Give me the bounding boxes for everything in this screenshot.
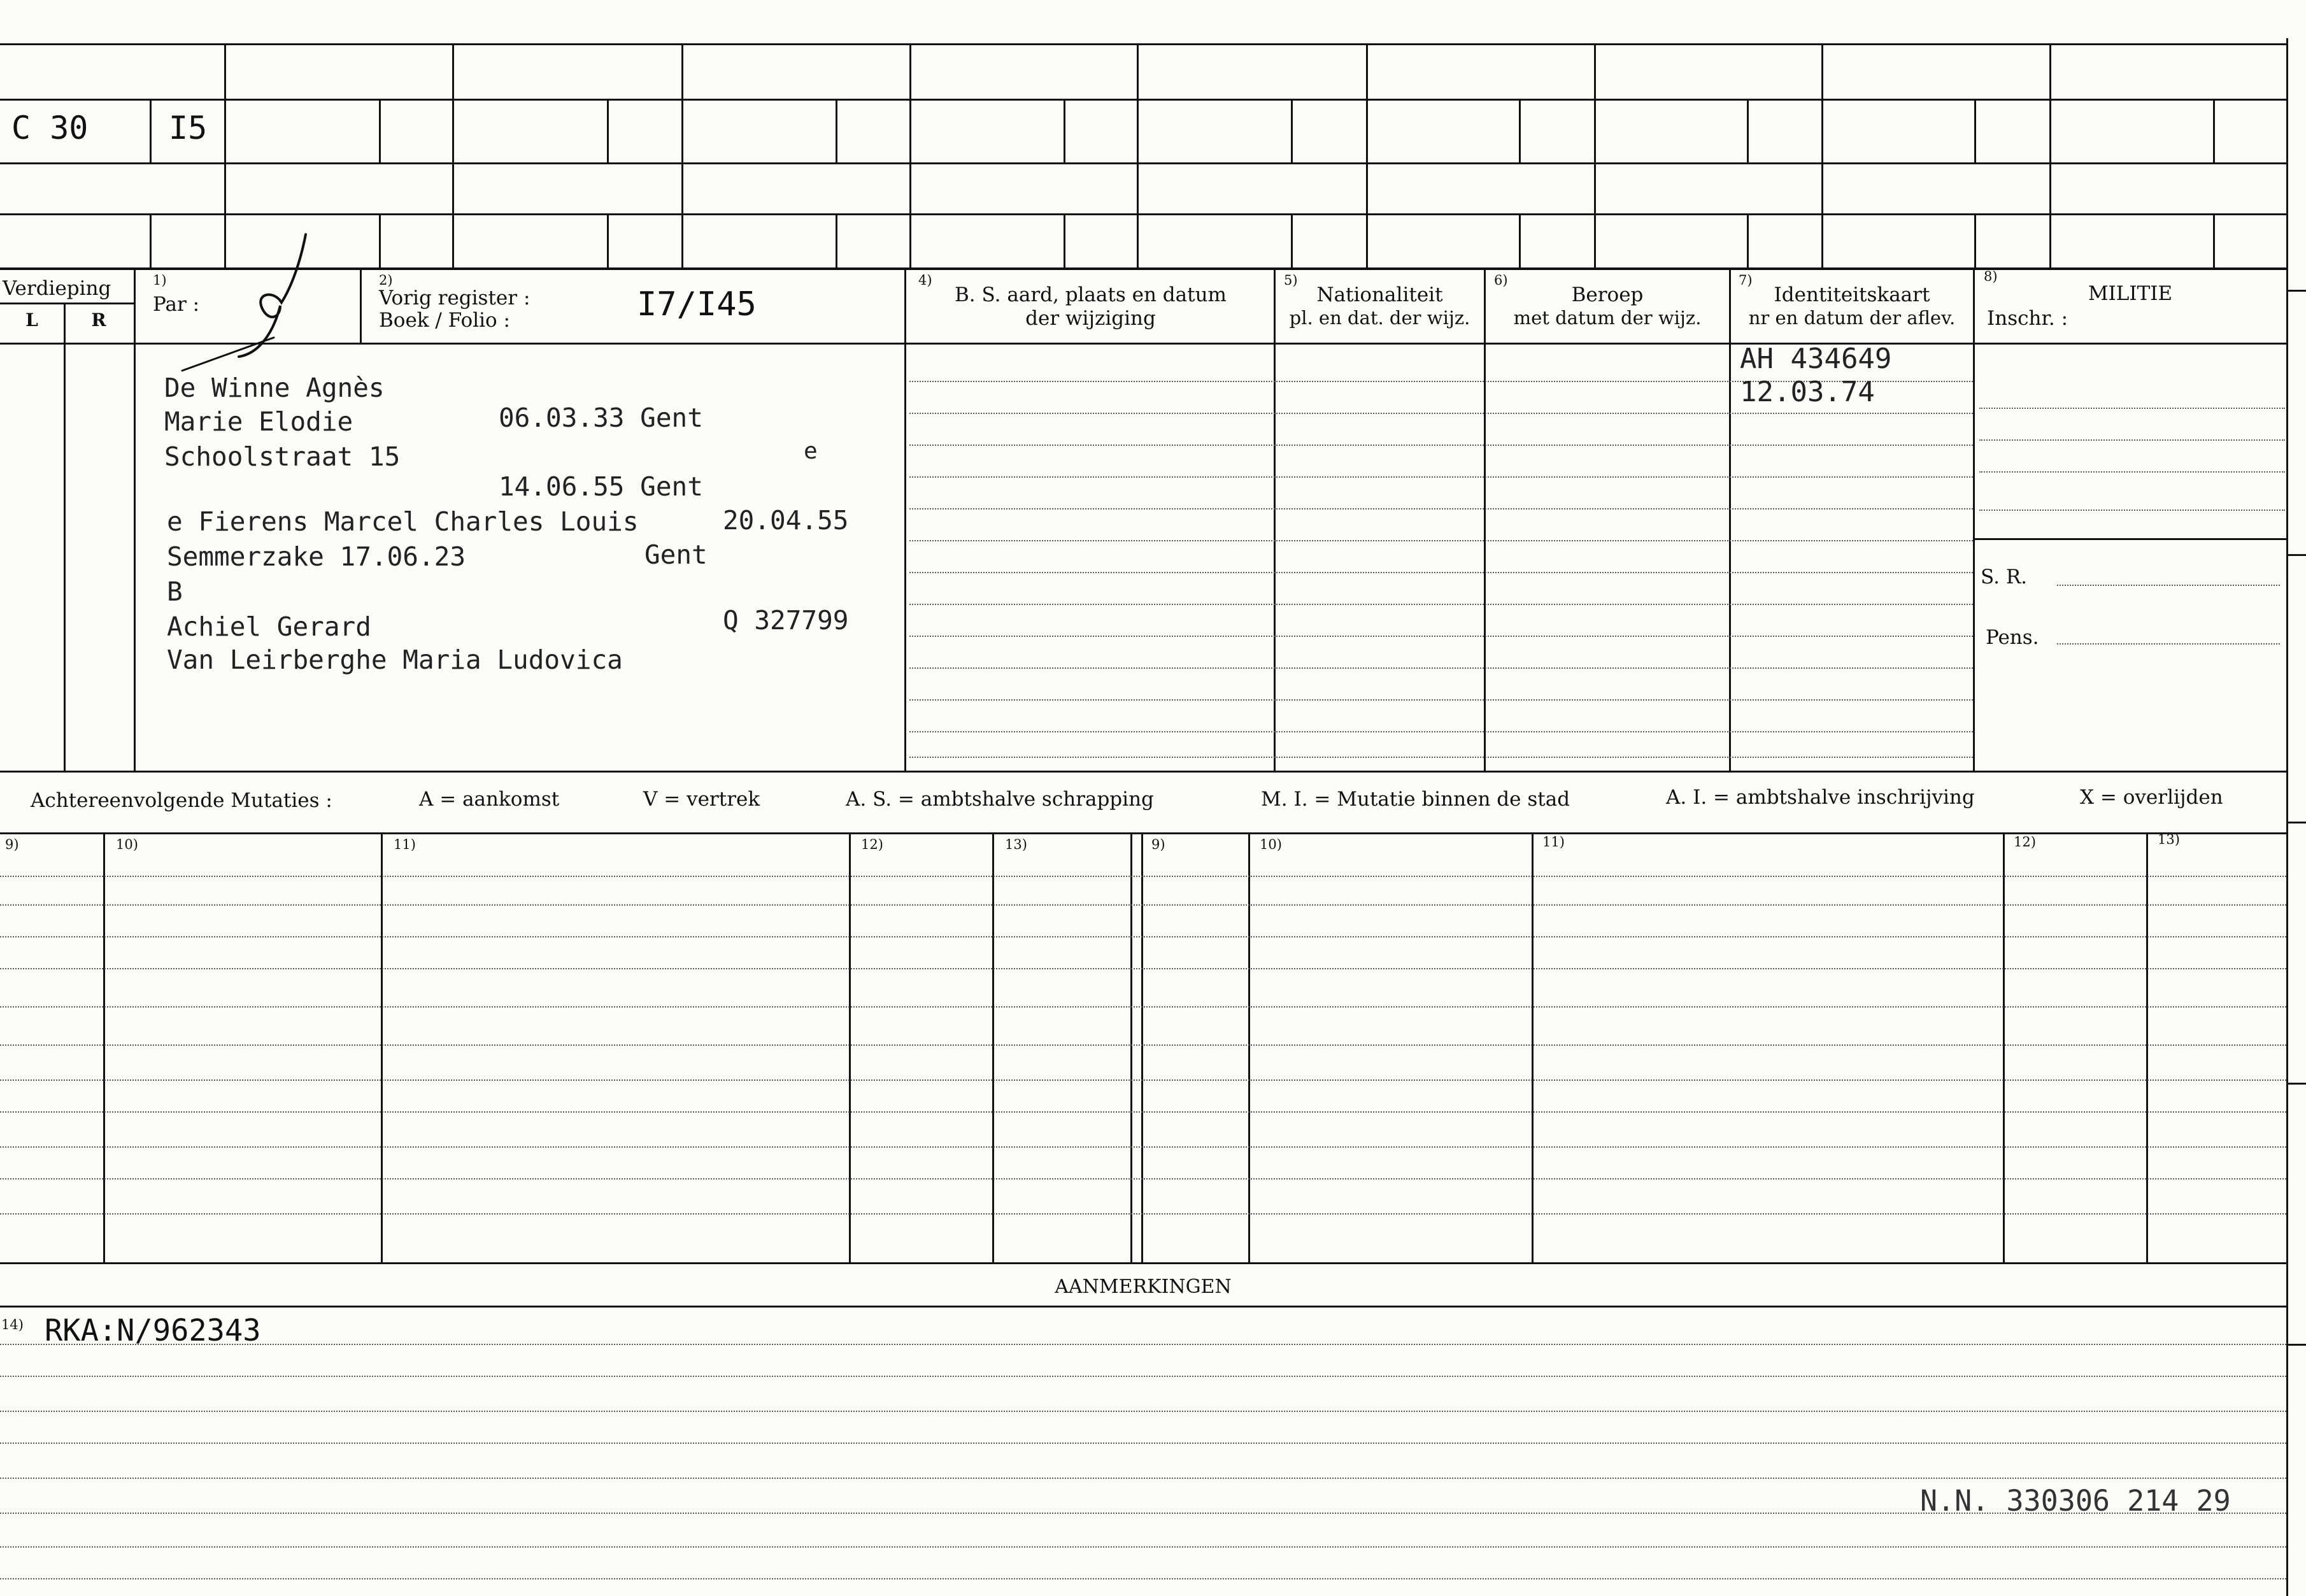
beroep-header-1: Beroep xyxy=(1571,283,1644,306)
mutation-col-divider xyxy=(1248,832,1250,1262)
pens-label: Pens. xyxy=(1986,626,2039,649)
inschr-label: Inschr. : xyxy=(1987,307,2068,330)
col-divider xyxy=(1973,267,1975,771)
dotted-line xyxy=(909,667,1973,669)
top-grid-tick xyxy=(1747,99,1749,162)
top-grid-tick xyxy=(2213,213,2215,267)
spouse-birth: Semmerzake 17.06.23 xyxy=(167,541,466,572)
top-grid-number: I5 xyxy=(169,110,208,146)
verdieping-divider xyxy=(0,303,134,304)
dotted-line xyxy=(0,1044,2286,1046)
address: Schoolstraat 15 xyxy=(164,441,401,472)
dotted-line xyxy=(1979,509,2285,511)
dotted-line xyxy=(0,968,2286,969)
identity-card-date: 12.03.74 xyxy=(1740,376,1875,408)
mutation-col-divider xyxy=(103,832,105,1262)
identity-card-number: AH 434649 xyxy=(1740,343,1892,375)
legend-inschrijving: A. I. = ambtshalve inschrijving xyxy=(1666,786,1975,809)
top-grid-tick xyxy=(379,213,381,267)
dotted-line xyxy=(1979,471,2285,473)
col-number-2: 2) xyxy=(379,273,393,288)
militie-header: MILITIE xyxy=(2088,282,2173,305)
dotted-line xyxy=(909,636,1973,637)
birth-date-place: 06.03.33 Gent xyxy=(499,403,703,433)
top-grid-tick xyxy=(607,213,609,267)
mutation-bottom-line xyxy=(0,1262,2286,1264)
legend-schrapping: A. S. = ambtshalve schrapping xyxy=(846,788,1154,811)
mut-col-10: 10) xyxy=(116,837,138,852)
dotted-line xyxy=(909,445,1973,446)
par-label: Par : xyxy=(153,293,200,316)
mut-col-12-right: 12) xyxy=(2014,834,2036,850)
legend-aankomst: A = aankomst xyxy=(419,788,560,811)
dotted-line xyxy=(0,1006,2286,1008)
col-divider xyxy=(360,267,362,344)
q-number: Q 327799 xyxy=(723,605,849,636)
legend-title: Achtereenvolgende Mutaties : xyxy=(31,789,332,812)
col-divider xyxy=(1274,267,1276,771)
bs-header-1: B. S. aard, plaats en datum xyxy=(955,283,1227,306)
identiteitskaart-header-2: nr en datum der aflev. xyxy=(1748,307,1956,329)
beroep-header-2: met datum der wijz. xyxy=(1513,307,1702,329)
top-grid-tick xyxy=(1291,99,1293,162)
col-number-5: 5) xyxy=(1284,273,1298,288)
dotted-line xyxy=(909,699,1973,701)
edge-tick xyxy=(2286,554,2306,556)
dotted-line xyxy=(1979,439,2285,441)
top-grid-tick xyxy=(1974,99,1976,162)
dotted-line xyxy=(909,572,1973,573)
mutation-col-divider xyxy=(992,832,994,1262)
rka-number: RKA:N/962343 xyxy=(45,1313,261,1348)
dotted-line xyxy=(909,731,1973,732)
mut-col-12: 12) xyxy=(861,837,883,852)
father-name: Achiel Gerard xyxy=(167,611,371,642)
person-name-1: De Winne Agnès xyxy=(164,373,385,403)
mutation-col-divider xyxy=(1130,832,1132,1262)
top-grid-tick xyxy=(150,213,152,267)
top-grid-line xyxy=(0,213,2286,215)
mutation-col-divider xyxy=(2003,832,2005,1262)
dotted-line xyxy=(0,936,2286,937)
national-number: N.N. 330306 214 29 xyxy=(1920,1484,2231,1518)
edge-tick xyxy=(2286,822,2306,823)
dotted-line xyxy=(1979,408,2285,409)
mut-col-9-right: 9) xyxy=(1151,837,1165,852)
top-grid-vline xyxy=(1821,43,1823,267)
top-grid-tick xyxy=(836,213,837,267)
remarks-top-line xyxy=(0,1306,2286,1307)
dotted-line xyxy=(0,876,2286,877)
dotted-line xyxy=(909,413,1973,414)
top-grid-line xyxy=(0,162,2286,164)
top-grid-vline xyxy=(681,43,683,267)
sr-label: S. R. xyxy=(1981,566,2028,588)
top-grid-vline xyxy=(1137,43,1139,267)
dotted-line xyxy=(909,476,1973,478)
top-grid-tick xyxy=(836,99,837,162)
dotted-line xyxy=(909,757,1973,758)
top-grid-tick xyxy=(1974,213,1976,267)
dotted-line xyxy=(0,1111,2286,1113)
mut-col-11-right: 11) xyxy=(1542,834,1565,850)
dotted-line xyxy=(909,604,1973,605)
top-border xyxy=(0,43,2286,45)
col-divider xyxy=(1484,267,1486,771)
dotted-line xyxy=(0,904,2286,906)
legend-mutatie: M. I. = Mutatie binnen de stad xyxy=(1261,788,1570,811)
spouse-date: 20.04.55 xyxy=(723,505,849,536)
col-divider xyxy=(64,303,66,771)
dotted-line xyxy=(909,540,1973,541)
legend-vertrek: V = vertrek xyxy=(643,788,760,811)
top-grid-tick xyxy=(1064,213,1065,267)
vorig-register-value: I7/I45 xyxy=(637,285,757,324)
header-top-line xyxy=(0,267,2286,270)
e-mark: e xyxy=(804,438,818,464)
col-divider xyxy=(904,267,906,771)
remarks-number-14: 14) xyxy=(1,1317,24,1332)
dotted-line xyxy=(0,1443,2286,1444)
col-number-6: 6) xyxy=(1494,273,1508,288)
edge-tick xyxy=(2286,1083,2306,1085)
verdieping-label: Verdieping xyxy=(3,277,111,300)
header-bottom-line xyxy=(0,343,2286,345)
col-divider xyxy=(1729,267,1731,771)
mutation-col-divider xyxy=(1141,832,1143,1262)
top-grid-vline xyxy=(2049,43,2051,267)
dotted-line xyxy=(0,1578,2286,1579)
identiteitskaart-header-1: Identiteitskaart xyxy=(1774,283,1930,306)
vorig-register-label: Vorig register : xyxy=(379,287,530,310)
top-grid-tick xyxy=(2213,99,2215,162)
top-grid-vline xyxy=(1366,43,1368,267)
dotted-line xyxy=(0,1478,2286,1479)
mut-col-13-right: 13) xyxy=(2158,832,2180,847)
bs-header-2: der wijziging xyxy=(1025,307,1156,330)
top-grid-vline xyxy=(909,43,911,267)
top-grid-tick xyxy=(379,99,381,162)
spouse-place: Gent xyxy=(644,539,708,570)
mut-col-9: 9) xyxy=(5,837,19,852)
top-grid-line xyxy=(0,99,2286,101)
dotted-line xyxy=(0,1411,2286,1412)
mut-col-10-right: 10) xyxy=(1260,837,1282,852)
verdieping-l: L xyxy=(25,310,38,331)
top-grid-tick xyxy=(1064,99,1065,162)
col-number-8: 8) xyxy=(1984,269,1998,284)
top-grid-tick xyxy=(1747,213,1749,267)
mutation-top-line xyxy=(0,832,2286,834)
top-grid-tick xyxy=(1519,99,1521,162)
col-number-1: 1) xyxy=(153,273,167,288)
legend-overlijden: X = overlijden xyxy=(2080,786,2223,809)
dotted-line xyxy=(0,1178,2286,1179)
col-number-4: 4) xyxy=(918,273,932,288)
dotted-line xyxy=(2057,643,2280,645)
nationaliteit-header-2: pl. en dat. der wijz. xyxy=(1289,307,1470,329)
top-grid-tick xyxy=(1291,213,1293,267)
mut-col-13: 13) xyxy=(1005,837,1027,852)
dotted-line xyxy=(0,1344,2286,1345)
boek-folio-label: Boek / Folio : xyxy=(379,309,510,332)
verdieping-r: R xyxy=(91,310,106,331)
person-name-2: Marie Elodie xyxy=(164,406,353,437)
dotted-line xyxy=(0,1079,2286,1081)
mutation-col-divider xyxy=(2146,832,2148,1262)
dotted-line xyxy=(0,1146,2286,1148)
mut-col-11: 11) xyxy=(394,837,416,852)
details-bottom-line xyxy=(0,771,2286,773)
mother-name: Van Leirberghe Maria Ludovica xyxy=(167,645,623,675)
edge-tick xyxy=(2286,1344,2306,1346)
col-divider xyxy=(134,267,136,771)
b-mark: B xyxy=(167,576,183,607)
col-number-7: 7) xyxy=(1739,273,1753,288)
edge-tick xyxy=(2286,290,2306,292)
top-grid-tick xyxy=(1519,213,1521,267)
dotted-line xyxy=(0,1546,2286,1548)
mutation-col-divider xyxy=(381,832,383,1262)
top-grid-code: C 30 xyxy=(11,110,89,146)
aanmerkingen-title: AANMERKINGEN xyxy=(1055,1276,1232,1298)
spouse-name: e Fierens Marcel Charles Louis xyxy=(167,506,639,537)
dotted-line xyxy=(0,1213,2286,1215)
dotted-line xyxy=(0,1376,2286,1377)
dotted-line xyxy=(909,508,1973,509)
marriage-date-place: 14.06.55 Gent xyxy=(499,471,703,502)
militie-divider xyxy=(1973,538,2286,540)
top-grid-vline xyxy=(1594,43,1596,267)
handwritten-signature xyxy=(178,229,318,376)
nationaliteit-header-1: Nationaliteit xyxy=(1316,283,1443,306)
mutation-col-divider xyxy=(849,832,851,1262)
top-grid-vline xyxy=(452,43,454,267)
right-border xyxy=(2286,38,2288,1596)
top-grid-tick xyxy=(607,99,609,162)
dotted-line xyxy=(2057,585,2280,586)
mutation-col-divider xyxy=(1532,832,1534,1262)
top-grid-tick xyxy=(150,99,152,162)
